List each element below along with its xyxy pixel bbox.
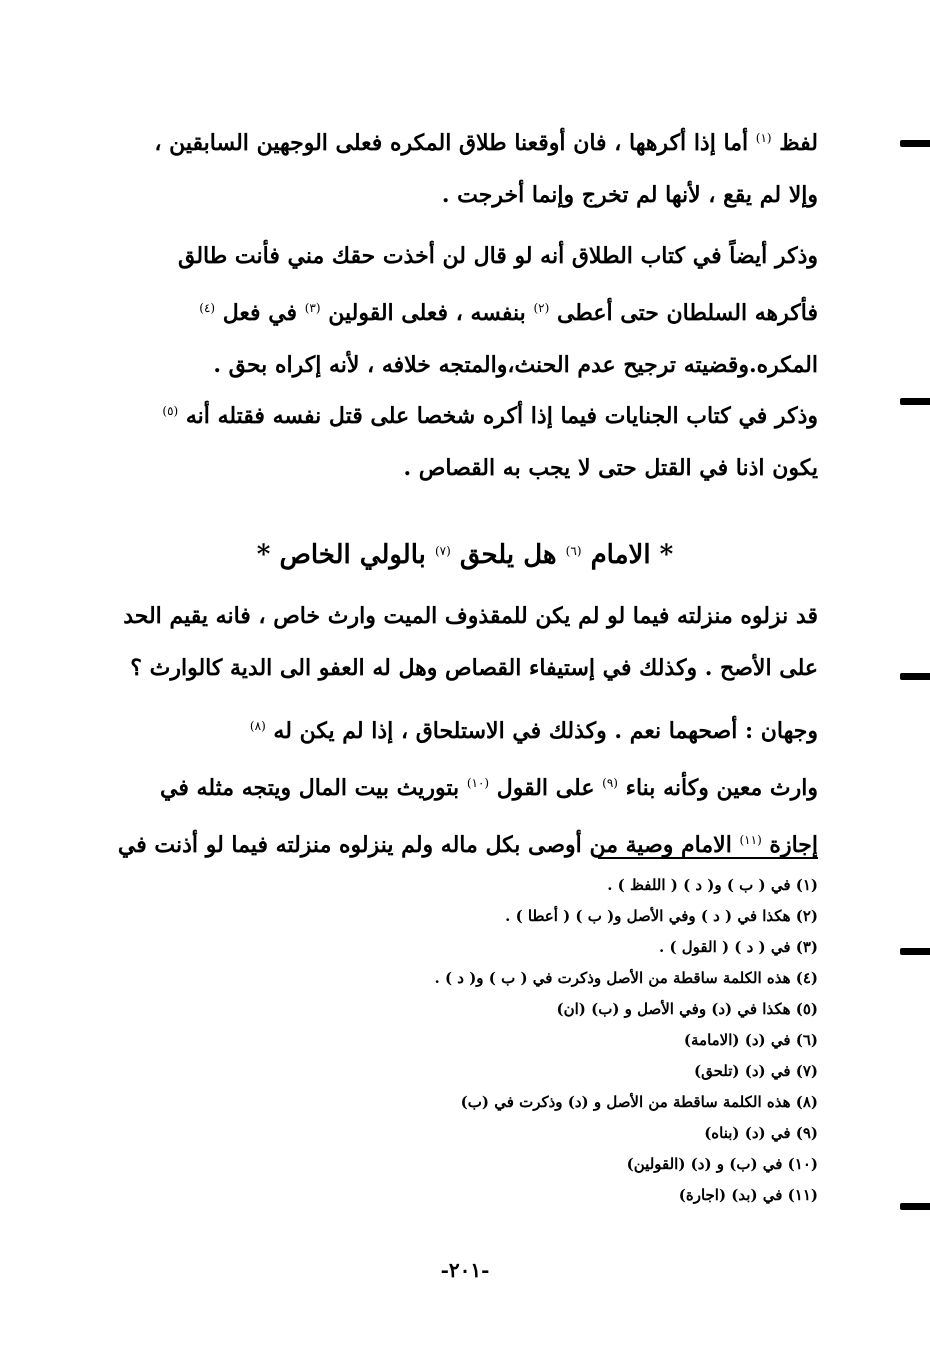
paragraph-4 — [123, 590, 818, 694]
binding-mark — [900, 1203, 930, 1210]
text-line — [128, 112, 818, 169]
text-span: وارث معين وكأنه بناء — [625, 775, 818, 801]
binding-mark — [900, 948, 930, 955]
footnote: (٥) هكذا في (د) وفي الأصل و (ب) (ان) — [556, 1000, 818, 1018]
text-span: على الأصح . وكذلك في إستيفاء القصاص وهل له العفو الى الدية كالوارث ؟ — [130, 655, 818, 681]
text-span: على القول — [496, 775, 595, 801]
text-line — [117, 814, 818, 871]
text-span: فأكرهه السلطان حتى أعطى — [556, 300, 818, 326]
text-span: وجهان : أصحهما نعم . وكذلك في الاستلحاق ، إذا لم يكن له — [273, 718, 818, 744]
text-span: المكره.وقضيته ترجيح عدم الحنث،والمتجه خلافه ، لأنه إكراه بحق . — [213, 352, 818, 378]
text-line — [128, 385, 818, 442]
text-line — [128, 757, 818, 814]
footnote-ref: (٤) — [199, 301, 216, 315]
text-span: بتوريث بيت المال ويتجه مثله في — [160, 775, 460, 801]
binding-mark — [900, 398, 930, 405]
footnote: (١) في ( ب ) و( د ) ( اللفظ ) . — [607, 876, 818, 894]
text-line — [123, 590, 818, 642]
text-line — [128, 442, 818, 494]
text-line — [128, 700, 818, 757]
footnote-ref: (٦) — [565, 544, 582, 558]
footnote-ref: (٥) — [162, 404, 179, 418]
footnote-ref: (٧) — [434, 544, 451, 558]
paragraph-3 — [128, 385, 818, 494]
footnote: (٤) هذه الكلمة ساقطة من الأصل وذكرت في ( ب ) و( د ) . — [434, 969, 818, 987]
footnote-ref: (١) — [755, 131, 772, 145]
paragraph-5 — [117, 700, 818, 871]
footnote-ref: (٢) — [533, 301, 550, 315]
text-line — [128, 642, 818, 694]
footnote-ref: (٩) — [602, 776, 618, 790]
heading-word: هل يلحق — [459, 540, 557, 570]
text-span: الامام وصية من أوصى بكل ماله ولم ينزلوه منزلته فيما لو أذنت في — [117, 832, 732, 858]
text-span: قد نزلوه منزلته فيما لو لم يكن للمقذوف الميت وارث خاص ، فانه يقيم الحد — [123, 603, 818, 629]
binding-mark — [900, 673, 930, 680]
footnote: (١١) في (بد) (اجارة) — [678, 1186, 818, 1204]
heading-word: بالولي الخاص — [279, 540, 426, 570]
text-span: لفظ — [779, 130, 818, 156]
paragraph-2 — [128, 230, 818, 391]
footnote-ref: (١١) — [739, 833, 762, 847]
text-line — [128, 339, 818, 391]
text-line — [128, 282, 818, 339]
footnote-ref: (٨) — [249, 719, 266, 733]
footnote: (٢) هكذا في ( د ) وفي الأصل و( ب ) ( أعطا ) . — [505, 907, 818, 925]
text-span: إجازة — [769, 832, 818, 858]
star-ornament: * — [659, 540, 674, 570]
star-ornament: * — [256, 540, 271, 570]
footnote-divider — [598, 857, 818, 859]
footnote: (٨) هذه الكلمة ساقطة من الأصل و (د) وذكرت في (ب) — [460, 1093, 818, 1111]
text-span: في فعل — [222, 300, 298, 326]
heading-word: الامام — [590, 540, 651, 570]
footnotes — [358, 870, 818, 1211]
section-heading — [0, 527, 930, 579]
text-span: أما إذا أكرهها ، فان أوقعنا طلاق المكره فعلى الوجهين السابقين ، — [154, 130, 749, 156]
footnote-ref: (٣) — [304, 301, 321, 315]
footnote: (٩) في (د) (بناه) — [704, 1124, 818, 1142]
footnote: (٦) في (د) (الامامة) — [683, 1031, 818, 1049]
page-number: -٢٠١- — [440, 1258, 490, 1282]
text-span: بنفسه ، فعلى القولين — [328, 300, 526, 326]
binding-mark — [900, 140, 930, 147]
text-span: يكون اذنا في القتل حتى لا يجب به القصاص . — [403, 455, 818, 481]
footnote: (٧) في (د) (تلحق) — [693, 1062, 818, 1080]
text-span: وذكر أيضاً في كتاب الطلاق أنه لو قال لن أخذت حقك مني فأنت طالق — [177, 243, 818, 269]
footnote: (٣) في ( د ) ( القول ) . — [659, 938, 818, 956]
text-line — [128, 230, 818, 282]
text-line — [128, 169, 818, 221]
text-span: وذكر في كتاب الجنايات فيما إذا أكره شخصا على قتل نفسه فقتله أنه — [185, 403, 818, 429]
footnote-ref: (١٠) — [466, 776, 490, 790]
footnote: (١٠) في (ب) و (د) (القولين) — [626, 1155, 818, 1173]
paragraph-1 — [128, 112, 818, 221]
text-span: وإلا لم يقع ، لأنها لم تخرج وإنما أخرجت . — [441, 182, 818, 208]
